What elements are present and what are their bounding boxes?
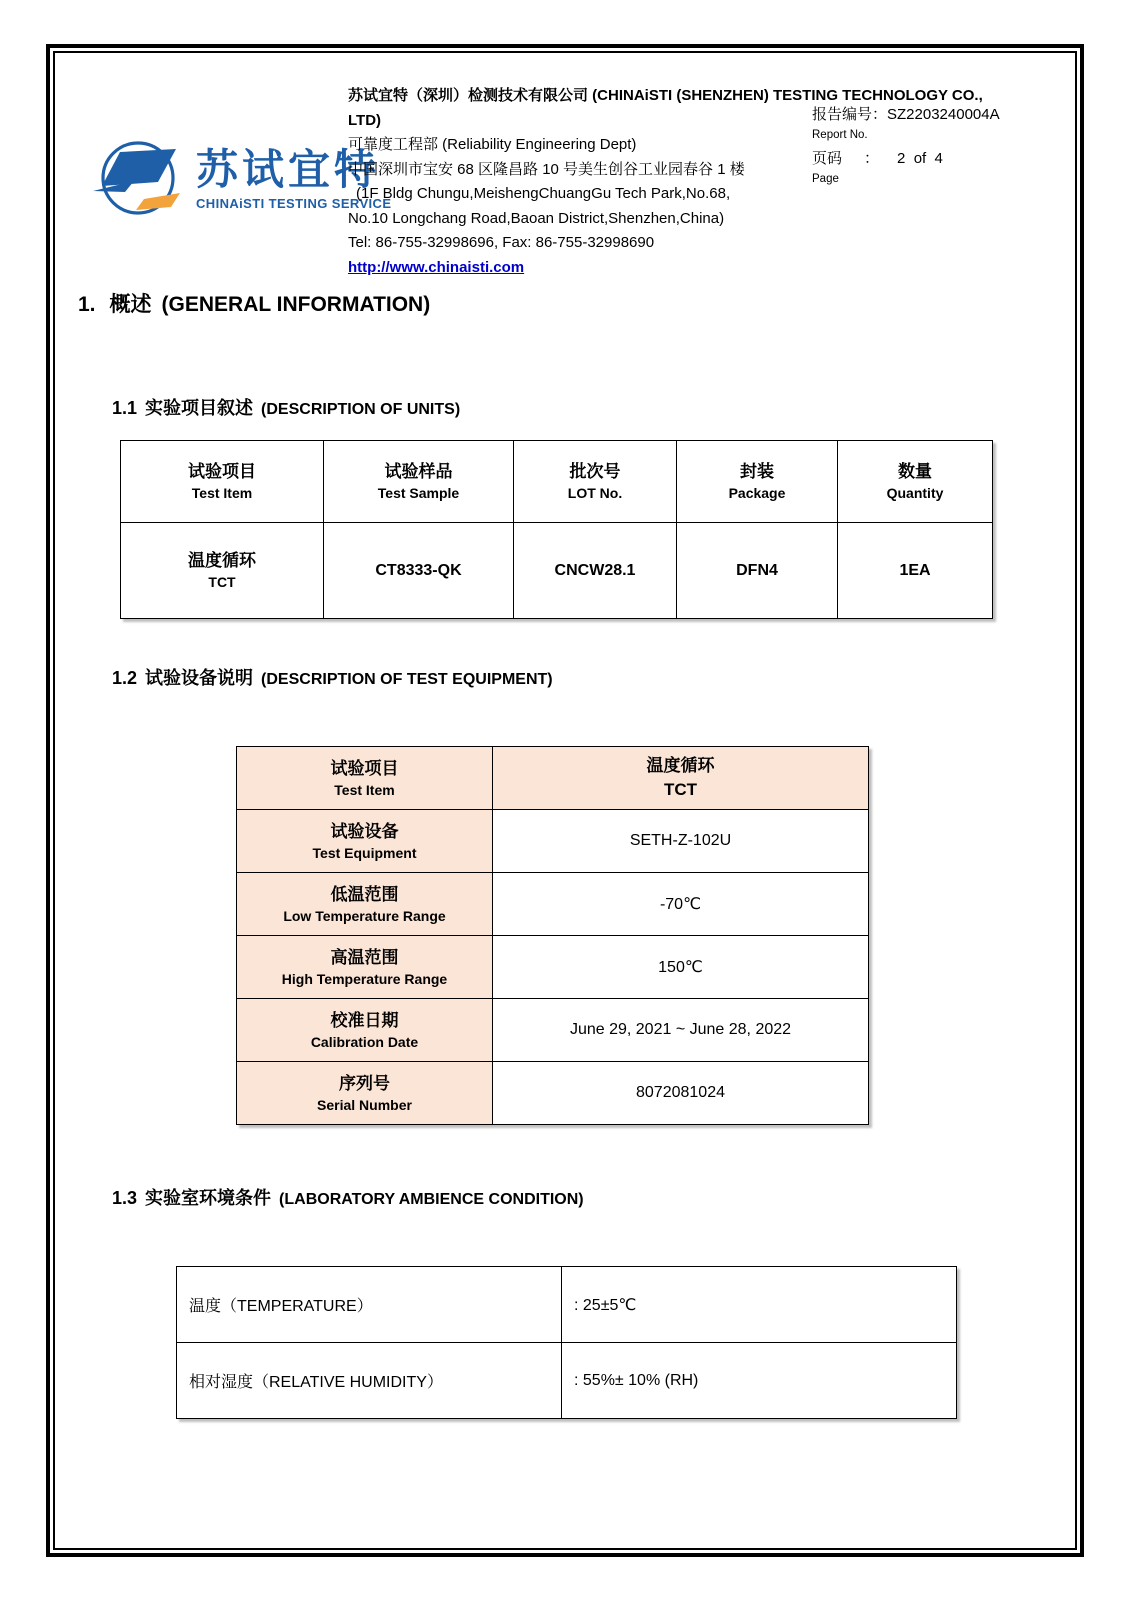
equipment-value-equipment: SETH-Z-102U — [493, 810, 869, 873]
units-header-test-item-zh: 试验项目 — [188, 462, 256, 481]
units-header-test-sample-zh: 试验样品 — [384, 462, 453, 481]
equipment-table — [236, 746, 869, 1125]
ambience-label-humidity: 相对湿度（RELATIVE HUMIDITY） — [177, 1343, 562, 1419]
units-cell-quantity: 1EA — [838, 523, 993, 619]
equipment-value-calibration: June 29, 2021 ~ June 28, 2022 — [493, 999, 869, 1062]
section-1-2-title-en: (DESCRIPTION OF TEST EQUIPMENT) — [261, 671, 553, 688]
report-meta — [812, 106, 1000, 194]
equipment-label-serial — [237, 1062, 493, 1125]
units-cell-test-item-en: TCT — [208, 574, 236, 590]
units-header-lot-no-zh: 批次号 — [569, 462, 621, 481]
units-header-quantity-en: Quantity — [886, 485, 944, 501]
units-cell-sample: CT8333-QK — [324, 523, 514, 619]
section-1-2-number: 1.2 — [112, 668, 138, 688]
section-1-1-number: 1.1 — [112, 398, 138, 418]
units-table-data-row — [121, 523, 993, 619]
address-en-1: (1F Bldg Chungu,MeishengChuangGu Tech Park,No.68, — [356, 185, 731, 202]
units-header-test-sample-en: Test Sample — [377, 485, 460, 501]
section-1-2-heading — [112, 664, 553, 690]
website-link[interactable]: http://www.chinaisti.com — [348, 258, 525, 276]
units-header-quantity-zh: 数量 — [898, 462, 932, 481]
section-1-2-title-zh: 试验设备说明 — [145, 668, 254, 688]
equipment-label-low-temp-en: Low Temperature Range — [283, 907, 446, 924]
equipment-row-equipment — [237, 810, 869, 873]
ambience-value-temperature: : 25±5℃ — [562, 1267, 957, 1343]
section-1-3-number: 1.3 — [112, 1188, 138, 1208]
report-no-value: SZ2203240004A — [887, 106, 1000, 123]
page-label: 页码 — [812, 150, 843, 167]
section-1-3-title-en: (LABORATORY AMBIENCE CONDITION) — [279, 1191, 584, 1208]
equipment-label-equipment-en: Test Equipment — [312, 844, 417, 861]
equipment-value-test-item — [493, 747, 869, 810]
equipment-row-high-temp — [237, 936, 869, 999]
ambience-row-temperature — [177, 1267, 957, 1343]
equipment-label-serial-en: Serial Number — [317, 1096, 412, 1113]
equipment-value-low-temp: -70℃ — [493, 873, 869, 936]
address-en-2: No.10 Longchang Road,Baoan District,Shenzhen,China) — [348, 209, 725, 227]
units-header-lot-no-en: LOT No. — [567, 485, 623, 501]
equipment-label-high-temp — [237, 936, 493, 999]
equipment-label-equipment-zh: 试验设备 — [330, 821, 399, 841]
section-1-number: 1. — [78, 293, 96, 316]
tel-fax: Tel: 86-755-32998696, Fax: 86-755-32998690 — [348, 234, 655, 251]
units-table — [120, 440, 993, 619]
equipment-label-test-item-zh: 试验项目 — [330, 758, 399, 778]
equipment-label-calibration-zh: 校准日期 — [330, 1010, 399, 1030]
equipment-label-calibration — [237, 999, 493, 1062]
equipment-row-serial — [237, 1062, 869, 1125]
report-no-row — [812, 106, 1000, 124]
report-no-sub: Report No. — [812, 129, 868, 141]
units-header-quantity — [838, 441, 993, 523]
section-1-title-en: (GENERAL INFORMATION) — [161, 293, 431, 316]
page-colon: ： — [864, 150, 880, 167]
ambience-value-humidity: : 55%± 10% (RH) — [562, 1343, 957, 1419]
section-1-heading — [78, 288, 430, 318]
section-1-1-heading — [112, 394, 460, 420]
equipment-value-test-item-zh: 温度循环 — [646, 756, 715, 775]
equipment-label-high-temp-zh: 高温范围 — [330, 947, 399, 967]
equipment-label-high-temp-en: High Temperature Range — [281, 970, 448, 987]
equipment-value-serial: 8072081024 — [493, 1062, 869, 1125]
equipment-row-low-temp — [237, 873, 869, 936]
equipment-row-test-item — [237, 747, 869, 810]
equipment-label-equipment — [237, 810, 493, 873]
equipment-label-low-temp-zh: 低温范围 — [330, 884, 399, 904]
equipment-value-high-temp: 150℃ — [493, 936, 869, 999]
ambience-row-humidity — [177, 1343, 957, 1419]
ambience-table — [176, 1266, 957, 1419]
equipment-label-low-temp — [237, 873, 493, 936]
company-logo — [92, 134, 391, 225]
equipment-value-test-item-en: TCT — [663, 780, 698, 799]
report-no-label: 报告编号： — [812, 106, 888, 123]
section-1-1-title-en: (DESCRIPTION OF UNITS) — [261, 401, 461, 418]
units-header-package-zh: 封装 — [740, 462, 774, 481]
equipment-label-calibration-en: Calibration Date — [310, 1033, 419, 1050]
ambience-label-temperature: 温度（TEMPERATURE） — [177, 1267, 562, 1343]
address-zh: 中国深圳市宝安 68 区隆昌路 10 号美生创谷工业园春谷 1 楼 — [348, 160, 745, 178]
section-1-3-title-zh: 实验室环境条件 — [145, 1188, 272, 1208]
units-header-package — [677, 441, 838, 523]
units-cell-package: DFN4 — [677, 523, 838, 619]
company-name: 苏试宜特（深圳）检测技术有限公司 (CHINAiSTI (SHENZHEN) TESTING TECHNOLOGY CO., LTD) — [348, 87, 983, 129]
section-1-3-heading — [112, 1184, 584, 1210]
department: 可靠度工程部 (Reliability Engineering Dept) — [348, 136, 637, 153]
section-1-title-zh: 概述 — [109, 293, 152, 316]
units-cell-test-item — [121, 523, 324, 619]
units-cell-lot: CNCW28.1 — [514, 523, 677, 619]
equipment-label-serial-zh: 序列号 — [339, 1073, 390, 1093]
equipment-label-test-item-en: Test Item — [334, 781, 395, 798]
section-1-1-title-zh: 实验项目叙述 — [145, 398, 254, 418]
page-value: 2 of 4 — [897, 150, 943, 167]
equipment-label-test-item — [237, 747, 493, 810]
units-header-test-sample — [324, 441, 514, 523]
logo-swoosh-icon — [92, 134, 188, 225]
units-header-package-en: Package — [728, 485, 786, 501]
page-row — [812, 150, 1000, 168]
units-header-lot-no — [514, 441, 677, 523]
brand-name-zh: 苏试宜特 — [196, 146, 381, 194]
brand-name-en: CHINAiSTI TESTING SERVICE — [196, 195, 392, 211]
equipment-row-calibration — [237, 999, 869, 1062]
units-cell-test-item-zh: 温度循环 — [188, 551, 256, 570]
page-sub: Page — [812, 173, 839, 185]
units-header-test-item — [121, 441, 324, 523]
units-table-header-row — [121, 441, 993, 523]
units-header-test-item-en: Test Item — [191, 485, 253, 501]
